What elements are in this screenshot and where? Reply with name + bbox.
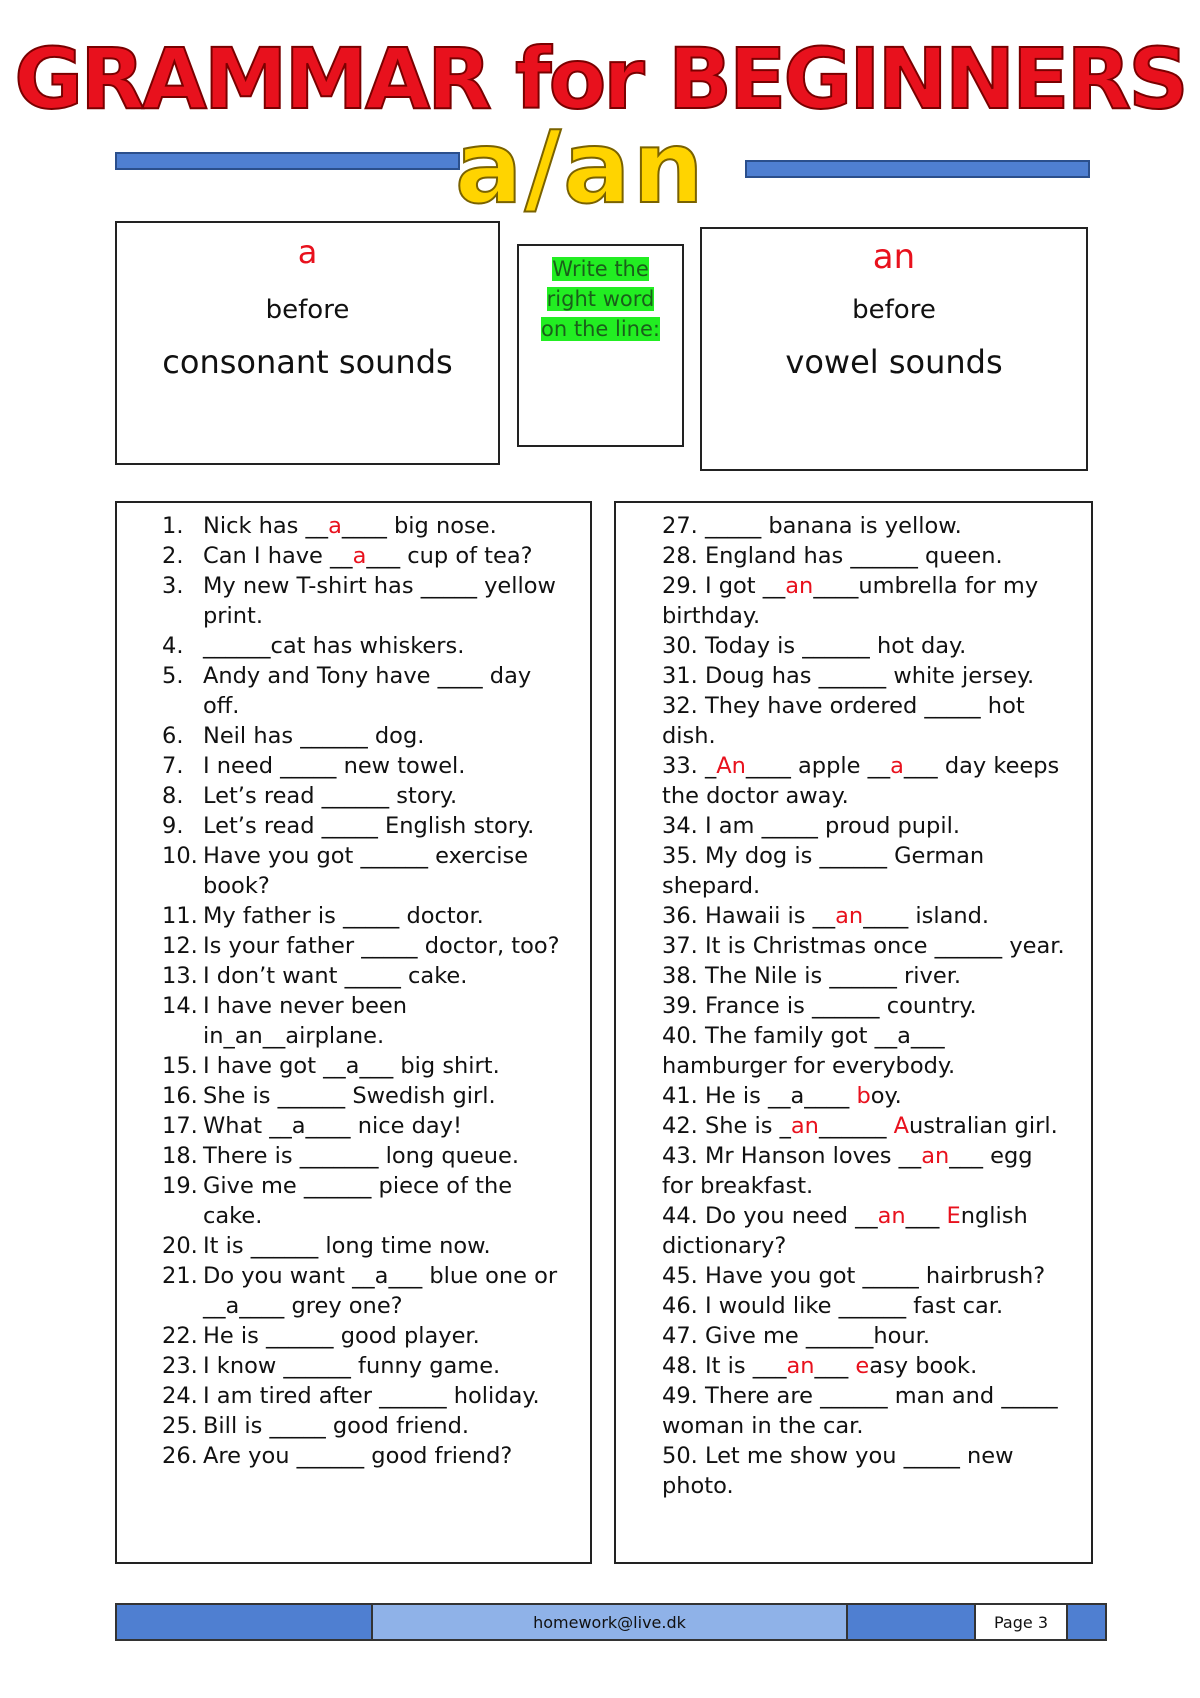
answer-text: a	[328, 513, 342, 539]
exercise-item	[630, 631, 1070, 661]
exercise-item	[630, 811, 1070, 841]
exercise-number: 8.	[162, 783, 184, 809]
exercise-number: 3.	[162, 573, 184, 599]
sentence-text: _	[704, 753, 717, 779]
footer-email: homework@live.dk	[373, 1605, 848, 1639]
exercise-number: 18.	[162, 1143, 198, 1169]
sentence-text: Are you ______ good friend?	[203, 1443, 513, 1469]
exercise-number: 37.	[662, 933, 698, 959]
sentence-text: My father is _____ doctor.	[203, 903, 484, 929]
exercise-item	[630, 1321, 1070, 1351]
sentence-text: It is ___	[704, 1353, 787, 1379]
exercise-number: 2.	[162, 543, 184, 569]
instruction-line2: right word	[546, 287, 655, 311]
exercise-number: 27.	[662, 513, 698, 539]
sentence-text: ______cat has whiskers.	[203, 633, 465, 659]
exercise-number: 10.	[162, 843, 198, 869]
exercise-number: 48.	[662, 1353, 698, 1379]
exercise-number: 23.	[162, 1353, 198, 1379]
exercise-item	[630, 1081, 1070, 1111]
exercise-item	[117, 541, 572, 571]
exercise-item	[117, 661, 572, 721]
rule-a-box	[115, 221, 500, 465]
exercise-item	[630, 661, 1070, 691]
exercise-number: 13.	[162, 963, 198, 989]
exercise-item	[630, 901, 1070, 931]
exercise-number: 12.	[162, 933, 198, 959]
instruction-box	[517, 244, 684, 447]
left-exercise-list	[117, 511, 572, 1471]
exercise-item	[117, 1081, 572, 1111]
exercise-item	[117, 1381, 572, 1411]
exercise-item	[117, 1171, 572, 1231]
exercise-item	[117, 781, 572, 811]
instruction-line1: Write the	[552, 257, 649, 281]
exercise-number: 7.	[162, 753, 184, 779]
exercise-item	[630, 931, 1070, 961]
rule-an-word: an	[872, 237, 916, 277]
exercise-number: 28.	[662, 543, 698, 569]
exercise-number: 49.	[662, 1383, 698, 1409]
exercise-number: 42.	[662, 1113, 698, 1139]
answer-text: an	[785, 573, 814, 599]
instruction-line3: on the line:	[541, 317, 660, 341]
exercise-item	[630, 1021, 1070, 1081]
exercise-item	[630, 1291, 1070, 1321]
exercise-number: 45.	[662, 1263, 698, 1289]
sentence-text: He is __a____	[704, 1083, 857, 1109]
right-decor-bar	[745, 160, 1090, 178]
exercise-item	[630, 1141, 1070, 1201]
sentence-text: ______	[818, 1113, 894, 1139]
answer-text: an	[835, 903, 864, 929]
sentence-text: There are ______ man and _____ woman in the car.	[662, 1383, 1058, 1439]
exercise-number: 1.	[162, 513, 184, 539]
sentence-text: Let’s read ______ story.	[203, 783, 458, 809]
answer-text: an	[786, 1353, 815, 1379]
sentence-text: It is ______ long time now.	[203, 1233, 491, 1259]
sentence-text: Mr Hanson loves __	[704, 1143, 922, 1169]
exercise-item	[117, 1111, 572, 1141]
sentence-text: ___ cup of tea?	[366, 543, 533, 569]
sentence-text: The Nile is ______ river.	[704, 963, 962, 989]
sentence-text: Can I have __	[203, 543, 353, 569]
exercise-item	[630, 1381, 1070, 1441]
exercise-item	[117, 991, 572, 1051]
sentence-text: ___ egg for breakfast.	[662, 1143, 1033, 1199]
exercise-number: 33.	[662, 753, 698, 779]
exercise-number: 29.	[662, 573, 698, 599]
sentence-text: Give me ______ piece of the cake.	[203, 1173, 513, 1229]
sentence-text: I am _____ proud pupil.	[704, 813, 960, 839]
exercise-number: 43.	[662, 1143, 698, 1169]
exercise-item	[630, 691, 1070, 751]
exercise-item	[117, 571, 572, 631]
exercise-number: 26.	[162, 1443, 198, 1469]
sentence-text: Neil has ______ dog.	[203, 723, 425, 749]
sentence-text: I am tired after ______ holiday.	[203, 1383, 540, 1409]
answer-text: A	[893, 1113, 909, 1139]
rule-an-line2: vowel sounds	[785, 343, 1003, 381]
exercise-number: 6.	[162, 723, 184, 749]
exercise-item	[630, 1261, 1070, 1291]
sentence-text: ___	[905, 1203, 947, 1229]
sentence-text: I know ______ funny game.	[203, 1353, 501, 1379]
worksheet-subtitle: a/an	[455, 109, 706, 226]
footer-segment	[117, 1605, 373, 1639]
sentence-text: ___ day keeps the doctor away.	[662, 753, 1060, 809]
sentence-text: I got __	[704, 573, 786, 599]
left-decor-bar	[115, 152, 460, 170]
exercise-number: 19.	[162, 1173, 198, 1199]
sentence-text: Nick has __	[203, 513, 329, 539]
exercise-number: 20.	[162, 1233, 198, 1259]
footer-page-number: Page 3	[976, 1605, 1068, 1639]
sentence-text: Have you got _____ hairbrush?	[704, 1263, 1046, 1289]
rule-a-line1: before	[265, 295, 350, 325]
exercise-item	[117, 901, 572, 931]
exercise-number: 44.	[662, 1203, 698, 1229]
exercise-number: 9.	[162, 813, 184, 839]
exercise-number: 46.	[662, 1293, 698, 1319]
exercise-item	[117, 931, 572, 961]
sentence-text: Andy and Tony have ____ day off.	[203, 663, 532, 719]
exercise-item	[117, 1321, 572, 1351]
sentence-text: He is ______ good player.	[203, 1323, 480, 1349]
exercise-number: 16.	[162, 1083, 198, 1109]
exercise-number: 21.	[162, 1263, 198, 1289]
sentence-text: She is _	[704, 1113, 791, 1139]
exercise-number: 15.	[162, 1053, 198, 1079]
exercise-number: 11.	[162, 903, 198, 929]
sentence-text: Hawaii is __	[704, 903, 836, 929]
right-exercise-column	[614, 501, 1093, 1564]
exercise-item	[630, 511, 1070, 541]
sentence-text: Let me show you _____ new photo.	[662, 1443, 1014, 1499]
exercise-item	[630, 541, 1070, 571]
exercise-number: 36.	[662, 903, 698, 929]
answer-text: a	[352, 543, 367, 569]
exercise-item	[117, 721, 572, 751]
exercise-item	[117, 961, 572, 991]
sentence-text: France is ______ country.	[704, 993, 977, 1019]
exercise-number: 39.	[662, 993, 698, 1019]
answer-text: E	[946, 1203, 961, 1229]
answer-text: a	[890, 753, 904, 779]
exercise-number: 50.	[662, 1443, 698, 1469]
footer-segment	[1068, 1605, 1105, 1639]
sentence-text: Is your father _____ doctor, too?	[203, 933, 560, 959]
exercise-number: 47.	[662, 1323, 698, 1349]
exercise-item	[117, 811, 572, 841]
footer-bar	[115, 1603, 1107, 1641]
exercise-item	[117, 1351, 572, 1381]
left-exercise-column	[115, 501, 592, 1564]
sentence-text: _____ banana is yellow.	[704, 513, 962, 539]
rule-a-line2: consonant sounds	[162, 343, 453, 381]
sentence-text: I have got __a___ big shirt.	[203, 1053, 500, 1079]
sentence-text: They have ordered _____ hot dish.	[662, 693, 1025, 749]
sentence-text: Give me ______hour.	[704, 1323, 930, 1349]
sentence-text: What __a____ nice day!	[203, 1113, 462, 1139]
exercise-item	[117, 511, 572, 541]
exercise-item	[117, 841, 572, 901]
answer-text: An	[716, 753, 746, 779]
exercise-item	[117, 1141, 572, 1171]
rule-an-line1: before	[852, 295, 936, 325]
sentence-text: Do you want __a___ blue one or __a____ grey one?	[203, 1263, 558, 1319]
exercise-item	[630, 1351, 1070, 1381]
sentence-text: Let’s read _____ English story.	[203, 813, 535, 839]
answer-text: b	[856, 1083, 871, 1109]
exercise-number: 17.	[162, 1113, 198, 1139]
sentence-text: Do you need __	[704, 1203, 878, 1229]
sentence-text: The family got __a___ hamburger for everybody.	[662, 1023, 956, 1079]
sentence-text: oy.	[870, 1083, 902, 1109]
exercise-item	[117, 1441, 572, 1471]
sentence-text: nglish dictionary?	[662, 1203, 1028, 1259]
sentence-text: Have you got ______ exercise book?	[203, 843, 529, 899]
sentence-text: My new T-shirt has _____ yellow print.	[203, 573, 556, 629]
sentence-text: Today is ______ hot day.	[704, 633, 967, 659]
exercise-item	[630, 751, 1070, 811]
footer-segment	[848, 1605, 976, 1639]
exercise-item	[117, 1411, 572, 1441]
exercise-item	[117, 1051, 572, 1081]
sentence-text: I would like ______ fast car.	[704, 1293, 1004, 1319]
exercise-number: 32.	[662, 693, 698, 719]
sentence-text: asy book.	[869, 1353, 978, 1379]
exercise-number: 30.	[662, 633, 698, 659]
exercise-item	[630, 991, 1070, 1021]
worksheet-title: GRAMMAR for BEGINNERS	[14, 30, 1186, 128]
exercise-number: 40.	[662, 1023, 698, 1049]
sentence-text: ____ island.	[863, 903, 990, 929]
sentence-text: ____ big nose.	[341, 513, 497, 539]
exercise-number: 24.	[162, 1383, 198, 1409]
sentence-text: She is ______ Swedish girl.	[203, 1083, 496, 1109]
answer-text: an	[877, 1203, 906, 1229]
exercise-item	[117, 631, 572, 661]
answer-text: e	[855, 1353, 870, 1379]
sentence-text: ustralian girl.	[909, 1113, 1058, 1139]
exercise-number: 41.	[662, 1083, 698, 1109]
exercise-number: 34.	[662, 813, 698, 839]
sentence-text: ____ apple __	[745, 753, 891, 779]
sentence-text: I don’t want _____ cake.	[203, 963, 468, 989]
exercise-item	[630, 1201, 1070, 1261]
sentence-text: Doug has ______ white jersey.	[704, 663, 1035, 689]
rule-an-box	[700, 227, 1088, 471]
answer-text: an	[921, 1143, 950, 1169]
exercise-item	[117, 751, 572, 781]
answer-text: an	[790, 1113, 819, 1139]
exercise-item	[117, 1231, 572, 1261]
sentence-text: Bill is _____ good friend.	[203, 1413, 470, 1439]
sentence-text: England has ______ queen.	[704, 543, 1003, 569]
exercise-item	[630, 841, 1070, 901]
exercise-item	[630, 571, 1070, 631]
exercise-number: 35.	[662, 843, 698, 869]
sentence-text: I have never been in_an__airplane.	[203, 993, 408, 1049]
exercise-number: 31.	[662, 663, 698, 689]
exercise-number: 25.	[162, 1413, 198, 1439]
sentence-text: ___	[814, 1353, 856, 1379]
sentence-text: My dog is ______ German shepard.	[662, 843, 985, 899]
sentence-text: It is Christmas once ______ year.	[704, 933, 1065, 959]
exercise-number: 14.	[162, 993, 198, 1019]
exercise-number: 5.	[162, 663, 184, 689]
exercise-item	[117, 1261, 572, 1321]
exercise-number: 22.	[162, 1323, 198, 1349]
exercise-item	[630, 1111, 1070, 1141]
rule-a-word: a	[297, 233, 318, 271]
sentence-text: ____umbrella for my birthday.	[662, 573, 1039, 629]
sentence-text: There is _______ long queue.	[203, 1143, 519, 1169]
right-exercise-list	[630, 511, 1070, 1501]
exercise-item	[630, 961, 1070, 991]
exercise-number: 38.	[662, 963, 698, 989]
exercise-number: 4.	[162, 633, 184, 659]
sentence-text: I need _____ new towel.	[203, 753, 466, 779]
exercise-item	[630, 1441, 1070, 1501]
